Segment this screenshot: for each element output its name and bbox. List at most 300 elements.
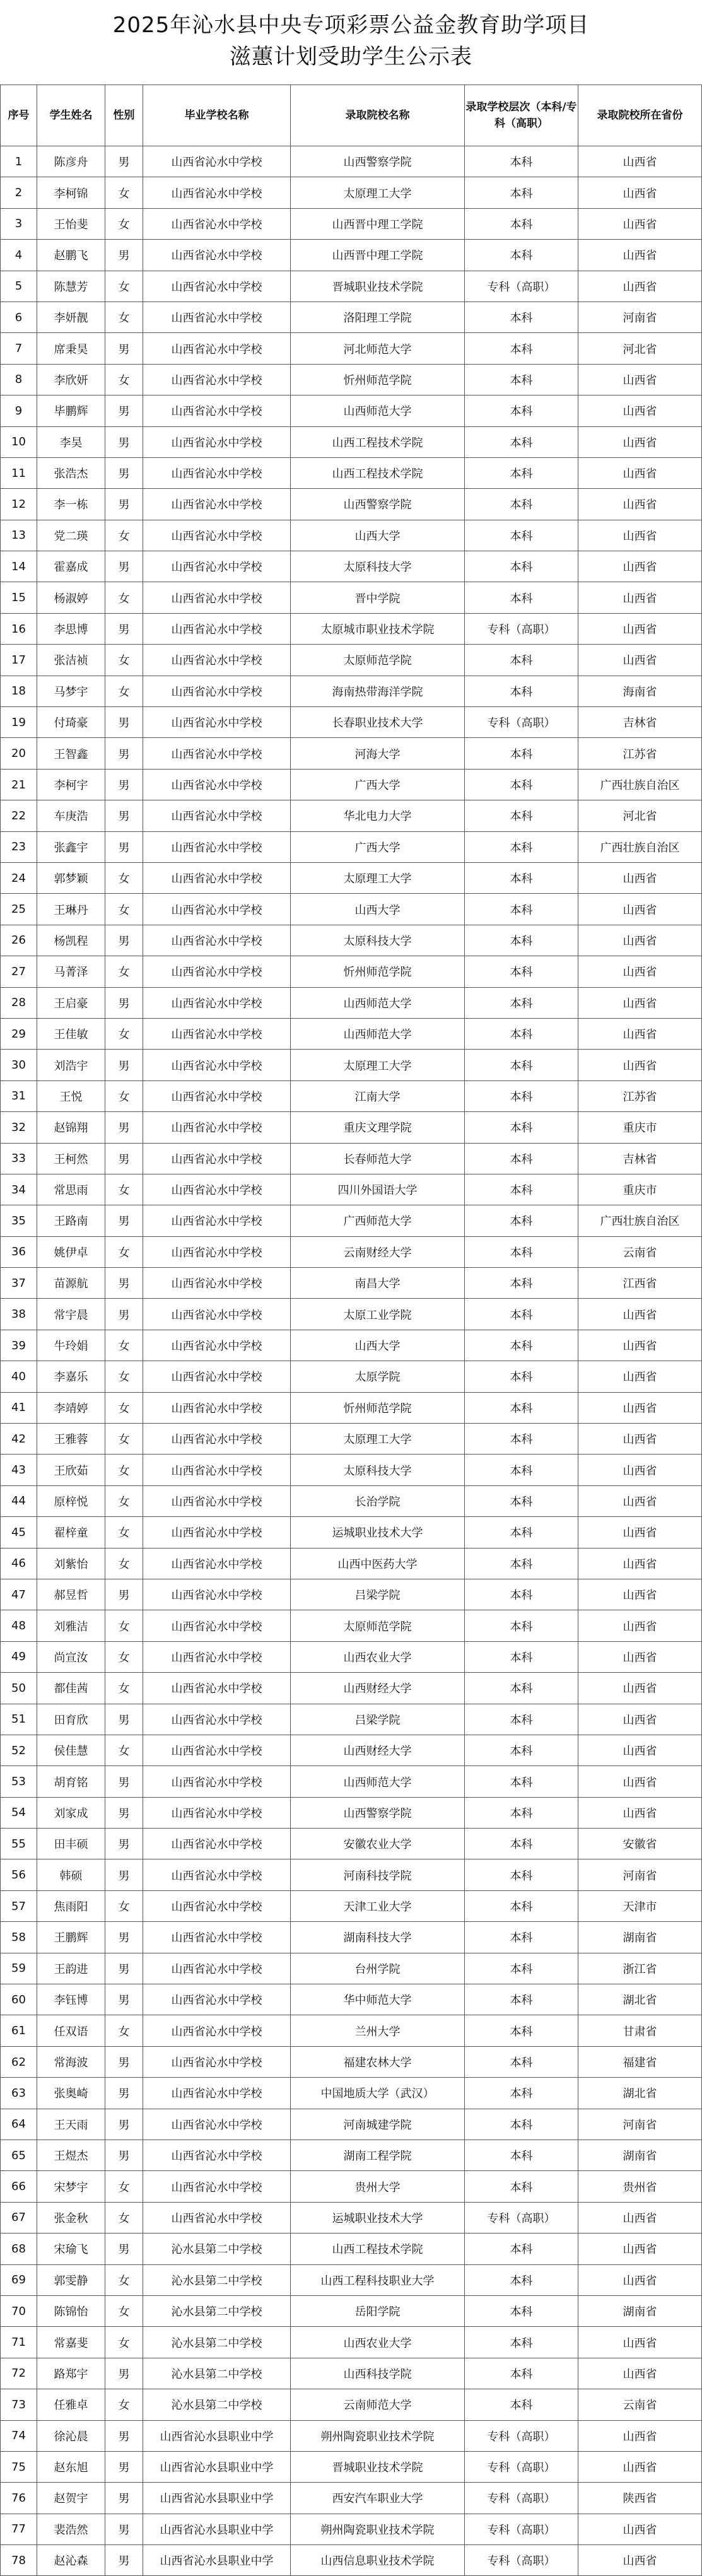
- cell-admission-level: 本科: [465, 862, 578, 893]
- cell-student-name: 王韵进: [37, 1953, 105, 1984]
- cell-graduate-school: 山西省沁水中学校: [143, 489, 291, 520]
- table-row: [1, 177, 702, 208]
- cell-school-province: 山西省: [578, 2202, 702, 2233]
- cell-gender: 男: [105, 1797, 143, 1828]
- cell-admission-level: 本科: [465, 177, 578, 208]
- cell-student-name: 陈锦怡: [37, 2295, 105, 2326]
- cell-school-province: 山西省: [578, 240, 702, 271]
- cell-school-province: 山西省: [578, 177, 702, 208]
- cell-graduate-school: 山西省沁水中学校: [143, 551, 291, 582]
- table-row: [1, 1268, 702, 1299]
- cell-admitted-school: 华中师范大学: [291, 1984, 465, 2015]
- cell-gender: 女: [105, 1361, 143, 1392]
- cell-admission-level: 本科: [465, 1143, 578, 1174]
- cell-admission-level: 本科: [465, 1548, 578, 1579]
- cell-gender: 男: [105, 769, 143, 800]
- cell-school-province: 福建省: [578, 2046, 702, 2077]
- cell-admission-level: 专科（高职）: [465, 707, 578, 738]
- cell-index: 43: [1, 1455, 37, 1485]
- cell-graduate-school: 山西省沁水中学校: [143, 1455, 291, 1485]
- cell-admission-level: 专科（高职）: [465, 2451, 578, 2482]
- cell-admitted-school: 山西工程技术学院: [291, 426, 465, 457]
- cell-gender: 男: [105, 1143, 143, 1174]
- cell-admission-level: 本科: [465, 2358, 578, 2389]
- header-admitted-school: 录取院校名称: [291, 85, 465, 146]
- cell-school-province: 湖北省: [578, 2078, 702, 2109]
- header-student-name: 学生姓名: [37, 85, 105, 146]
- cell-admission-level: 本科: [465, 2389, 578, 2420]
- cell-index: 39: [1, 1330, 37, 1361]
- cell-index: 32: [1, 1112, 37, 1143]
- cell-index: 22: [1, 800, 37, 831]
- cell-admitted-school: 山西科技学院: [291, 2358, 465, 2389]
- cell-school-province: 山西省: [578, 987, 702, 1018]
- cell-school-province: 河南省: [578, 302, 702, 332]
- cell-graduate-school: 山西省沁水中学校: [143, 177, 291, 208]
- cell-index: 8: [1, 364, 37, 395]
- cell-index: 26: [1, 925, 37, 956]
- cell-index: 31: [1, 1080, 37, 1111]
- cell-admission-level: 本科: [465, 2015, 578, 2046]
- cell-student-name: 张奥崎: [37, 2078, 105, 2109]
- cell-student-name: 李钰博: [37, 1984, 105, 2015]
- cell-admitted-school: 江南大学: [291, 1080, 465, 1111]
- table-row: [1, 1299, 702, 1330]
- cell-admission-level: 本科: [465, 2078, 578, 2109]
- table-row: [1, 1080, 702, 1111]
- cell-index: 6: [1, 302, 37, 332]
- cell-index: 61: [1, 2015, 37, 2046]
- table-row: [1, 707, 702, 738]
- cell-admitted-school: 晋城职业技术学院: [291, 271, 465, 302]
- cell-graduate-school: 山西省沁水中学校: [143, 1766, 291, 1797]
- cell-student-name: 李昊: [37, 426, 105, 457]
- table-row: [1, 862, 702, 893]
- cell-gender: 男: [105, 240, 143, 271]
- cell-index: 27: [1, 956, 37, 987]
- cell-school-province: 山西省: [578, 1455, 702, 1485]
- cell-graduate-school: 山西省沁水中学校: [143, 925, 291, 956]
- cell-student-name: 郝昱哲: [37, 1579, 105, 1610]
- cell-student-name: 毕鹏辉: [37, 395, 105, 426]
- cell-index: 28: [1, 987, 37, 1018]
- cell-admitted-school: 山西师范大学: [291, 395, 465, 426]
- cell-graduate-school: 山西省沁水中学校: [143, 426, 291, 457]
- cell-admission-level: 本科: [465, 1829, 578, 1859]
- header-school-province: 录取院校所在省份: [578, 85, 702, 146]
- cell-gender: 女: [105, 862, 143, 893]
- cell-student-name: 席秉昊: [37, 333, 105, 364]
- cell-student-name: 付琦豪: [37, 707, 105, 738]
- cell-gender: 男: [105, 2483, 143, 2514]
- cell-admission-level: 本科: [465, 2171, 578, 2202]
- cell-admitted-school: 太原理工大学: [291, 177, 465, 208]
- cell-admission-level: 本科: [465, 1236, 578, 1267]
- cell-school-province: 湖南省: [578, 2140, 702, 2171]
- cell-gender: 男: [105, 1704, 143, 1735]
- cell-student-name: 牛玲娟: [37, 1330, 105, 1361]
- cell-gender: 男: [105, 800, 143, 831]
- cell-student-name: 霍嘉成: [37, 551, 105, 582]
- cell-gender: 男: [105, 395, 143, 426]
- cell-admission-level: 本科: [465, 1392, 578, 1423]
- table-row: [1, 2202, 702, 2233]
- cell-admitted-school: 南昌大学: [291, 1268, 465, 1299]
- cell-admission-level: 本科: [465, 1579, 578, 1610]
- cell-student-name: 姚伊卓: [37, 1236, 105, 1267]
- cell-admission-level: 本科: [465, 426, 578, 457]
- table-row: [1, 240, 702, 271]
- cell-graduate-school: 山西省沁水中学校: [143, 582, 291, 613]
- cell-student-name: 赵沁森: [37, 2545, 105, 2576]
- cell-gender: 男: [105, 1829, 143, 1859]
- table-row: [1, 1236, 702, 1267]
- table-row: [1, 1890, 702, 1921]
- cell-student-name: 王煜杰: [37, 2140, 105, 2171]
- cell-school-province: 海南省: [578, 676, 702, 706]
- table-row: [1, 2171, 702, 2202]
- cell-admitted-school: 山西工程科技职业大学: [291, 2264, 465, 2295]
- cell-student-name: 李一栋: [37, 489, 105, 520]
- header-graduate-school: 毕业学校名称: [143, 85, 291, 146]
- table-row: [1, 364, 702, 395]
- student-table: [0, 85, 702, 2576]
- cell-student-name: 胡育铭: [37, 1766, 105, 1797]
- cell-index: 38: [1, 1299, 37, 1330]
- cell-student-name: 张鑫宇: [37, 831, 105, 862]
- cell-admission-level: 本科: [465, 1424, 578, 1455]
- cell-student-name: 刘浩宇: [37, 1050, 105, 1080]
- cell-gender: 男: [105, 831, 143, 862]
- table-row: [1, 1953, 702, 1984]
- cell-student-name: 陈慧芳: [37, 271, 105, 302]
- cell-admission-level: 本科: [465, 1673, 578, 1704]
- cell-student-name: 刘雅洁: [37, 1610, 105, 1641]
- cell-admission-level: 本科: [465, 520, 578, 551]
- table-row: [1, 1112, 702, 1143]
- cell-admitted-school: 云南财经大学: [291, 1236, 465, 1267]
- cell-index: 18: [1, 676, 37, 706]
- cell-admitted-school: 山西师范大学: [291, 1766, 465, 1797]
- cell-gender: 女: [105, 2171, 143, 2202]
- cell-admission-level: 专科（高职）: [465, 2483, 578, 2514]
- cell-school-province: 山西省: [578, 2358, 702, 2389]
- cell-index: 19: [1, 707, 37, 738]
- cell-index: 44: [1, 1485, 37, 1516]
- cell-admission-level: 本科: [465, 831, 578, 862]
- cell-gender: 男: [105, 1859, 143, 1890]
- table-row: [1, 1766, 702, 1797]
- cell-admission-level: 本科: [465, 1112, 578, 1143]
- cell-index: 37: [1, 1268, 37, 1299]
- cell-index: 67: [1, 2202, 37, 2233]
- cell-graduate-school: 山西省沁水中学校: [143, 395, 291, 426]
- cell-admission-level: 本科: [465, 2140, 578, 2171]
- table-row: [1, 1455, 702, 1485]
- cell-admitted-school: 吕梁学院: [291, 1704, 465, 1735]
- cell-admission-level: 本科: [465, 1890, 578, 1921]
- cell-admitted-school: 山西大学: [291, 520, 465, 551]
- cell-student-name: 赵锦翔: [37, 1112, 105, 1143]
- cell-gender: 女: [105, 1455, 143, 1485]
- cell-admitted-school: 朔州陶瓷职业技术学院: [291, 2420, 465, 2451]
- cell-school-province: 河北省: [578, 800, 702, 831]
- cell-index: 71: [1, 2327, 37, 2358]
- cell-admitted-school: 湖南工程学院: [291, 2140, 465, 2171]
- cell-graduate-school: 山西省沁水中学校: [143, 364, 291, 395]
- cell-student-name: 宋梦宇: [37, 2171, 105, 2202]
- cell-admitted-school: 山西信息职业技术学院: [291, 2545, 465, 2576]
- cell-student-name: 常海波: [37, 2046, 105, 2077]
- cell-student-name: 任双语: [37, 2015, 105, 2046]
- table-row: [1, 2109, 702, 2140]
- cell-admitted-school: 太原理工大学: [291, 1424, 465, 1455]
- cell-admission-level: 本科: [465, 489, 578, 520]
- cell-gender: 男: [105, 457, 143, 488]
- table-row: [1, 1797, 702, 1828]
- cell-index: 60: [1, 1984, 37, 2015]
- cell-gender: 男: [105, 613, 143, 644]
- table-row: [1, 2234, 702, 2264]
- cell-index: 63: [1, 2078, 37, 2109]
- cell-index: 76: [1, 2483, 37, 2514]
- table-row: [1, 208, 702, 239]
- cell-graduate-school: 山西省沁水中学校: [143, 862, 291, 893]
- cell-school-province: 山西省: [578, 1735, 702, 1765]
- cell-graduate-school: 山西省沁水中学校: [143, 2171, 291, 2202]
- cell-admission-level: 本科: [465, 2046, 578, 2077]
- cell-gender: 男: [105, 333, 143, 364]
- cell-graduate-school: 山西省沁水县职业中学: [143, 2483, 291, 2514]
- cell-admitted-school: 忻州师范学院: [291, 956, 465, 987]
- cell-admitted-school: 山西工程技术学院: [291, 457, 465, 488]
- cell-school-province: 江苏省: [578, 738, 702, 769]
- cell-admitted-school: 云南师范大学: [291, 2389, 465, 2420]
- cell-index: 69: [1, 2264, 37, 2295]
- cell-student-name: 任雅卓: [37, 2389, 105, 2420]
- cell-gender: 男: [105, 2358, 143, 2389]
- cell-student-name: 郭雯静: [37, 2264, 105, 2295]
- cell-school-province: 山西省: [578, 1579, 702, 1610]
- cell-school-province: 山西省: [578, 551, 702, 582]
- cell-graduate-school: 山西省沁水中学校: [143, 1704, 291, 1735]
- cell-graduate-school: 山西省沁水县职业中学: [143, 2420, 291, 2451]
- table-row: [1, 1735, 702, 1765]
- cell-admitted-school: 山西财经大学: [291, 1673, 465, 1704]
- cell-graduate-school: 山西省沁水中学校: [143, 2140, 291, 2171]
- cell-admitted-school: 山西中医药大学: [291, 1548, 465, 1579]
- table-row: [1, 1050, 702, 1080]
- cell-index: 64: [1, 2109, 37, 2140]
- cell-school-province: 山西省: [578, 1766, 702, 1797]
- cell-graduate-school: 山西省沁水中学校: [143, 987, 291, 1018]
- table-row: [1, 1205, 702, 1236]
- table-row: [1, 2420, 702, 2451]
- cell-graduate-school: 山西省沁水中学校: [143, 2078, 291, 2109]
- cell-school-province: 山西省: [578, 2420, 702, 2451]
- cell-school-province: 甘肃省: [578, 2015, 702, 2046]
- cell-student-name: 王路南: [37, 1205, 105, 1236]
- cell-admission-level: 本科: [465, 676, 578, 706]
- cell-index: 14: [1, 551, 37, 582]
- table-row: [1, 582, 702, 613]
- cell-student-name: 马梦宇: [37, 676, 105, 706]
- table-row: [1, 1922, 702, 1953]
- cell-gender: 女: [105, 2264, 143, 2295]
- cell-admitted-school: 广西大学: [291, 831, 465, 862]
- cell-admission-level: 本科: [465, 2234, 578, 2264]
- cell-admitted-school: 台州学院: [291, 1953, 465, 1984]
- cell-gender: 男: [105, 2078, 143, 2109]
- cell-graduate-school: 山西省沁水中学校: [143, 1610, 291, 1641]
- cell-index: 21: [1, 769, 37, 800]
- cell-student-name: 田丰硕: [37, 1829, 105, 1859]
- cell-school-province: 山西省: [578, 956, 702, 987]
- cell-graduate-school: 山西省沁水中学校: [143, 1080, 291, 1111]
- cell-school-province: 天津市: [578, 1890, 702, 1921]
- cell-student-name: 都佳茜: [37, 1673, 105, 1704]
- cell-school-province: 河南省: [578, 2109, 702, 2140]
- cell-admission-level: 专科（高职）: [465, 2420, 578, 2451]
- cell-index: 56: [1, 1859, 37, 1890]
- cell-index: 54: [1, 1797, 37, 1828]
- cell-graduate-school: 山西省沁水中学校: [143, 333, 291, 364]
- cell-student-name: 杨淑婷: [37, 582, 105, 613]
- cell-student-name: 陈彦舟: [37, 146, 105, 177]
- cell-index: 52: [1, 1735, 37, 1765]
- cell-admission-level: 本科: [465, 1859, 578, 1890]
- cell-gender: 女: [105, 271, 143, 302]
- cell-gender: 男: [105, 2109, 143, 2140]
- cell-school-province: 山西省: [578, 1673, 702, 1704]
- table-row: [1, 395, 702, 426]
- cell-admitted-school: 山西师范大学: [291, 1018, 465, 1049]
- cell-gender: 男: [105, 2234, 143, 2264]
- cell-index: 70: [1, 2295, 37, 2326]
- table-row: [1, 1610, 702, 1641]
- cell-graduate-school: 沁水县第二中学校: [143, 2358, 291, 2389]
- cell-admitted-school: 长春师范大学: [291, 1143, 465, 1174]
- cell-admitted-school: 山西大学: [291, 1330, 465, 1361]
- cell-index: 53: [1, 1766, 37, 1797]
- cell-admission-level: 本科: [465, 1704, 578, 1735]
- cell-graduate-school: 山西省沁水中学校: [143, 1361, 291, 1392]
- cell-graduate-school: 山西省沁水中学校: [143, 1299, 291, 1330]
- cell-admitted-school: 重庆文理学院: [291, 1112, 465, 1143]
- cell-school-province: 山西省: [578, 1424, 702, 1455]
- cell-school-province: 山西省: [578, 582, 702, 613]
- cell-admitted-school: 山西财经大学: [291, 1735, 465, 1765]
- table-body: [1, 146, 702, 2576]
- cell-student-name: 李柯宇: [37, 769, 105, 800]
- cell-admission-level: 本科: [465, 1641, 578, 1672]
- cell-admitted-school: 太原师范学院: [291, 1610, 465, 1641]
- cell-index: 23: [1, 831, 37, 862]
- cell-index: 59: [1, 1953, 37, 1984]
- cell-graduate-school: 山西省沁水中学校: [143, 208, 291, 239]
- table-row: [1, 1548, 702, 1579]
- cell-student-name: 徐沁晨: [37, 2420, 105, 2451]
- cell-index: 34: [1, 1174, 37, 1205]
- cell-admission-level: 本科: [465, 1984, 578, 2015]
- cell-gender: 女: [105, 1424, 143, 1455]
- cell-gender: 女: [105, 208, 143, 239]
- cell-graduate-school: 山西省沁水中学校: [143, 1330, 291, 1361]
- table-row: [1, 2451, 702, 2482]
- cell-school-province: 山西省: [578, 1330, 702, 1361]
- cell-index: 41: [1, 1392, 37, 1423]
- cell-admitted-school: 岳阳学院: [291, 2295, 465, 2326]
- cell-student-name: 路郑宇: [37, 2358, 105, 2389]
- cell-school-province: 重庆市: [578, 1112, 702, 1143]
- cell-admitted-school: 山西农业大学: [291, 1641, 465, 1672]
- cell-school-province: 山西省: [578, 457, 702, 488]
- table-row: [1, 2514, 702, 2544]
- cell-student-name: 常思雨: [37, 1174, 105, 1205]
- cell-index: 77: [1, 2514, 37, 2544]
- cell-admitted-school: 太原城市职业技术学院: [291, 613, 465, 644]
- header-index: 序号: [1, 85, 37, 146]
- cell-school-province: 山西省: [578, 426, 702, 457]
- cell-student-name: 张浩杰: [37, 457, 105, 488]
- cell-admitted-school: 山西大学: [291, 894, 465, 925]
- cell-admission-level: 本科: [465, 1735, 578, 1765]
- table-row: [1, 1517, 702, 1548]
- cell-gender: 男: [105, 2140, 143, 2171]
- cell-student-name: 侯佳慧: [37, 1735, 105, 1765]
- cell-graduate-school: 山西省沁水中学校: [143, 1859, 291, 1890]
- cell-gender: 女: [105, 1392, 143, 1423]
- cell-graduate-school: 山西省沁水中学校: [143, 2109, 291, 2140]
- cell-admission-level: 本科: [465, 208, 578, 239]
- cell-gender: 女: [105, 1018, 143, 1049]
- cell-admission-level: 本科: [465, 769, 578, 800]
- cell-index: 42: [1, 1424, 37, 1455]
- table-row: [1, 1018, 702, 1049]
- cell-graduate-school: 沁水县第二中学校: [143, 2389, 291, 2420]
- cell-graduate-school: 山西省沁水中学校: [143, 1050, 291, 1080]
- cell-admitted-school: 湖南科技大学: [291, 1922, 465, 1953]
- table-row: [1, 676, 702, 706]
- cell-graduate-school: 山西省沁水中学校: [143, 1829, 291, 1859]
- cell-gender: 女: [105, 1080, 143, 1111]
- cell-student-name: 王琳丹: [37, 894, 105, 925]
- cell-admitted-school: 河南科技学院: [291, 1859, 465, 1890]
- cell-admitted-school: 山西晋中理工学院: [291, 240, 465, 271]
- cell-gender: 女: [105, 1890, 143, 1921]
- cell-student-name: 王天雨: [37, 2109, 105, 2140]
- title-line-2: 滋蕙计划受助学生公示表: [230, 44, 472, 69]
- cell-admission-level: 本科: [465, 1299, 578, 1330]
- cell-school-province: 山西省: [578, 862, 702, 893]
- cell-student-name: 常嘉斐: [37, 2327, 105, 2358]
- table-row: [1, 2483, 702, 2514]
- cell-admission-level: 本科: [465, 925, 578, 956]
- cell-admitted-school: 山西警察学院: [291, 146, 465, 177]
- cell-graduate-school: 山西省沁水中学校: [143, 1579, 291, 1610]
- cell-index: 45: [1, 1517, 37, 1548]
- cell-index: 33: [1, 1143, 37, 1174]
- cell-student-name: 常宇晨: [37, 1299, 105, 1330]
- cell-graduate-school: 山西省沁水中学校: [143, 1922, 291, 1953]
- cell-admission-level: 本科: [465, 1517, 578, 1548]
- cell-graduate-school: 山西省沁水中学校: [143, 520, 291, 551]
- cell-index: 29: [1, 1018, 37, 1049]
- cell-admitted-school: 太原工业学院: [291, 1299, 465, 1330]
- cell-index: 4: [1, 240, 37, 271]
- cell-index: 9: [1, 395, 37, 426]
- cell-graduate-school: 山西省沁水中学校: [143, 1548, 291, 1579]
